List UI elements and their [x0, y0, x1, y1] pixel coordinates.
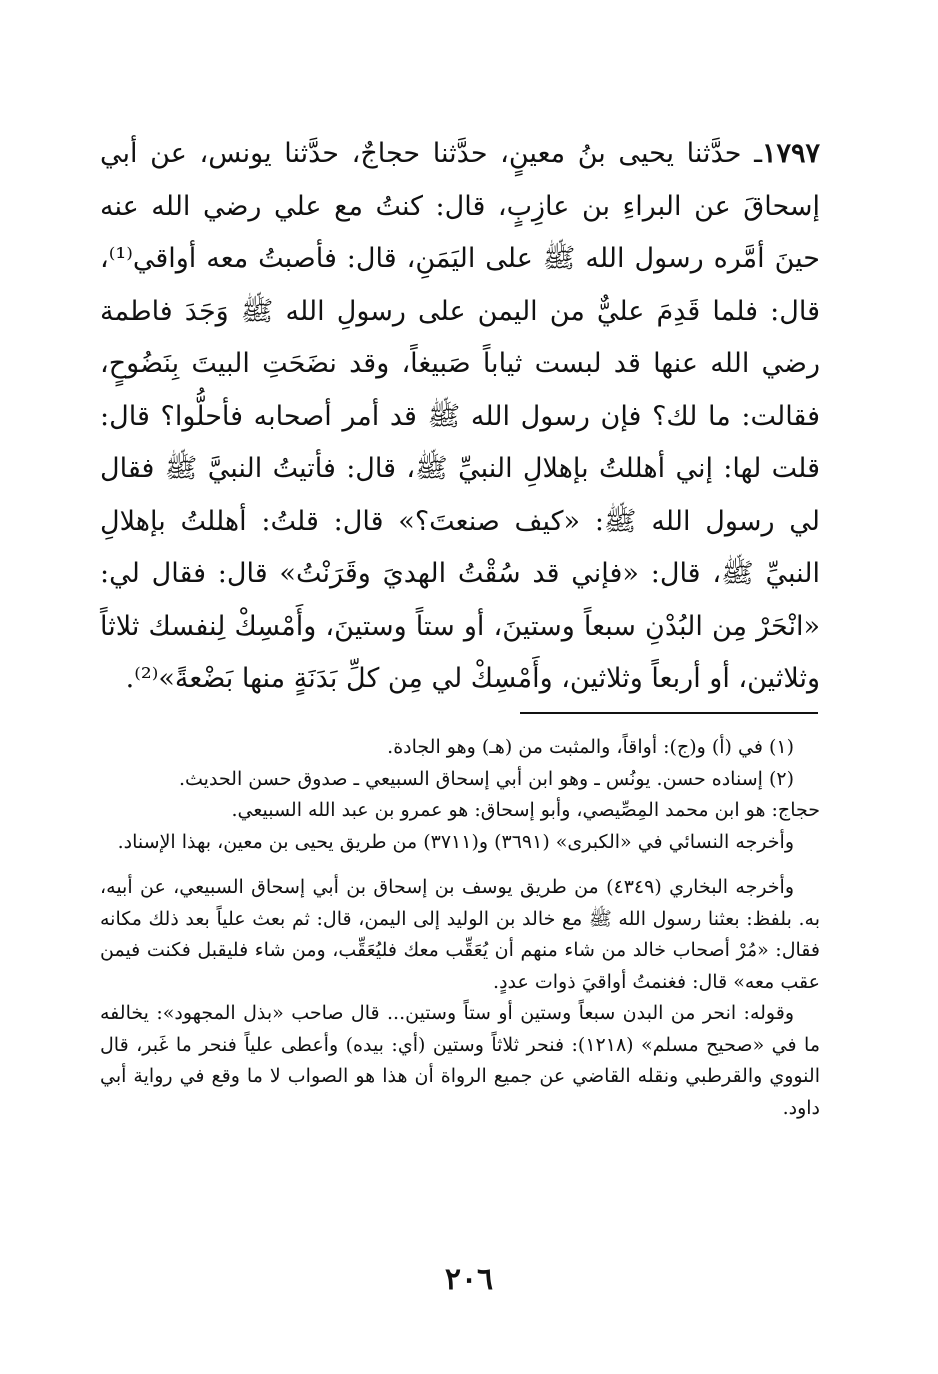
hadith-text-block — [100, 128, 820, 706]
footnote-1: (١) في (أ) و(ج): أواقاً، والمثبت من (هـ) وهو الجادة. — [387, 736, 794, 758]
footnote-2-hajjaj: حجاج: هو ابن محمد المِصِّيصي، وأبو إسحاق: هو عمرو بن عبد الله السبيعي. — [231, 799, 820, 821]
footnote-2: (٢) إسناده حسن. يونُس ـ وهو ابن أبي إسحاق السبيعي ـ صدوق حسن الحديث. — [178, 767, 794, 790]
hadith-number: ١٧٩٧ — [761, 138, 820, 169]
footnotes-block — [100, 732, 820, 1124]
footnote-2-nasai: وأخرجه النسائي في «الكبرى» (٣٦٩١) و(٣٧١١) من طريق يحيى بن معين، بهذا الإسناد. — [117, 830, 794, 853]
page-number: ٢٠٦ — [444, 1262, 494, 1297]
footnote-divider — [520, 712, 818, 714]
footnote-2-qawluhu: وقوله: انحر من البدن سبعاً وستين أو ستاً وستين... قال صاحب «بذل المجهود»: يخالفه ما في «صحيح مسلم» (١٢١٨): فنحر ثلاثاً وستين (أي: بيده) وأعطى علياً فنحر ما غَبر، قال النووي والقرطبي ونقله القاضي عن جميع الرواة أن هذا هو الصواب لا ما وقع في رواية أبي داود. — [100, 1002, 820, 1119]
footnote-2-bukhari: وأخرجه البخاري (٤٣٤٩) من طريق يوسف بن إسحاق بن أبي إسحاق السبيعي، عن أبيه، به. بلفظ: بعثنا رسول الله ﷺ مع خالد بن الوليد إلى اليمن، قال: ثم بعث علياً بعد ذلك مكانه فقال: «مُرْ أصحاب خالد من شاء منهم أن يُعَقِّب معك فليُعَقِّب، ومن شاء فليقبل فكنت فيمن عقب معه» قال: فغنمتُ أواقيَ ذوات عددٍ. — [100, 876, 820, 993]
hadith-body: ـ حدَّثنا يحيى بنُ معينٍ، حدَّثنا حجاجٌ، حدَّثنا يونس، عن أبي إسحاقَ عن البراءِ بن عازِبٍ، قال: كنتُ مع علي رضي الله عنه حينَ أمَّره رسول الله ﷺ على اليَمَنِ، قال: فأصبتُ معه أواقي⁽¹⁾، قال: فلما قَدِمَ عليٌّ من اليمن على رسولِ الله ﷺ وَجَدَ فاطمة رضي الله عنها قد لبست ثياباً صَبيغاً، وقد نضَحَتِ البيتَ بِنَضُوحٍ، فقالت: ما لك؟ فإن رسول الله ﷺ قد أمر أصحابه فأحلُّوا؟ قال: قلت لها: إني أهللتُ بإهلالِ النبيِّ ﷺ، قال: فأتيتُ النبيَّ ﷺ فقال لي رسول الله ﷺ: «كيف صنعتَ؟» قال: قلتُ: أهللتُ بإهلالِ النبيِّ ﷺ، قال: «فإني قد سُقْتُ الهديَ وقَرَنْتُ» قال: فقال لي: «انْحَرْ مِن البُدْنِ سبعاً وستينَ، أو ستاً وستينَ، وأَمْسِكْ لِنفسك ثلاثاً وثلاثين، أو أربعاً وثلاثين، وأَمْسِكْ لي مِن كلِّ بَدَنَةٍ منها بَضْعةً»⁽²⁾. — [100, 138, 820, 694]
